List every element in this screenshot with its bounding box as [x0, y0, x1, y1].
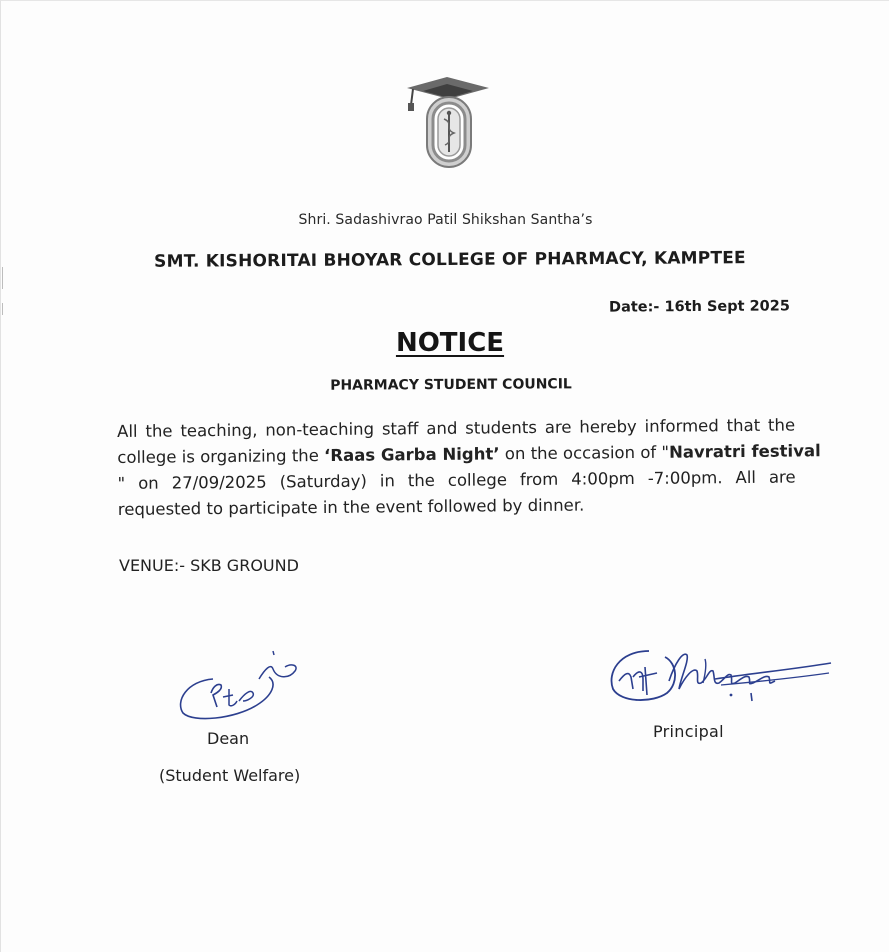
trust-name: Shri. Sadashivrao Patil Shikshan Santha’s: [298, 212, 593, 228]
notice-date: Date:- 16th Sept 2025: [609, 298, 791, 316]
body-line-3: " on 27/09/2025 (Saturday) in the college from 4:00pm -7:00pm. All are: [117, 467, 796, 493]
dean-title: Dean: [207, 729, 250, 748]
scan-edge-mark: [2, 303, 3, 315]
event-name: ‘Raas Garba Night’: [324, 444, 500, 466]
venue: VENUE:- SKB GROUND: [119, 556, 299, 575]
college-logo-icon: [403, 75, 493, 171]
principal-title: Principal: [653, 722, 724, 741]
body-line-4: requested to participate in the event followed by dinner.: [117, 495, 585, 519]
dean-signature-icon: [173, 649, 303, 725]
body-line-2-middle: on the occasion of ": [499, 442, 670, 464]
festival-name: Navratri festival: [668, 441, 821, 462]
body-line-1: All the teaching, non-teaching staff and students are hereby informed that the: [117, 415, 796, 441]
notice-issuer: PHARMACY STUDENT COUNCIL: [330, 376, 572, 394]
body-line-2-start: college is organizing the: [117, 446, 325, 467]
dean-subtitle: (Student Welfare): [159, 766, 301, 785]
college-name: SMT. KISHORITAI BHOYAR COLLEGE OF PHARMACY, KAMPTEE: [154, 248, 746, 272]
notice-body: [117, 412, 821, 523]
notice-title: NOTICE: [395, 328, 505, 358]
principal-signature-icon: [605, 637, 837, 709]
